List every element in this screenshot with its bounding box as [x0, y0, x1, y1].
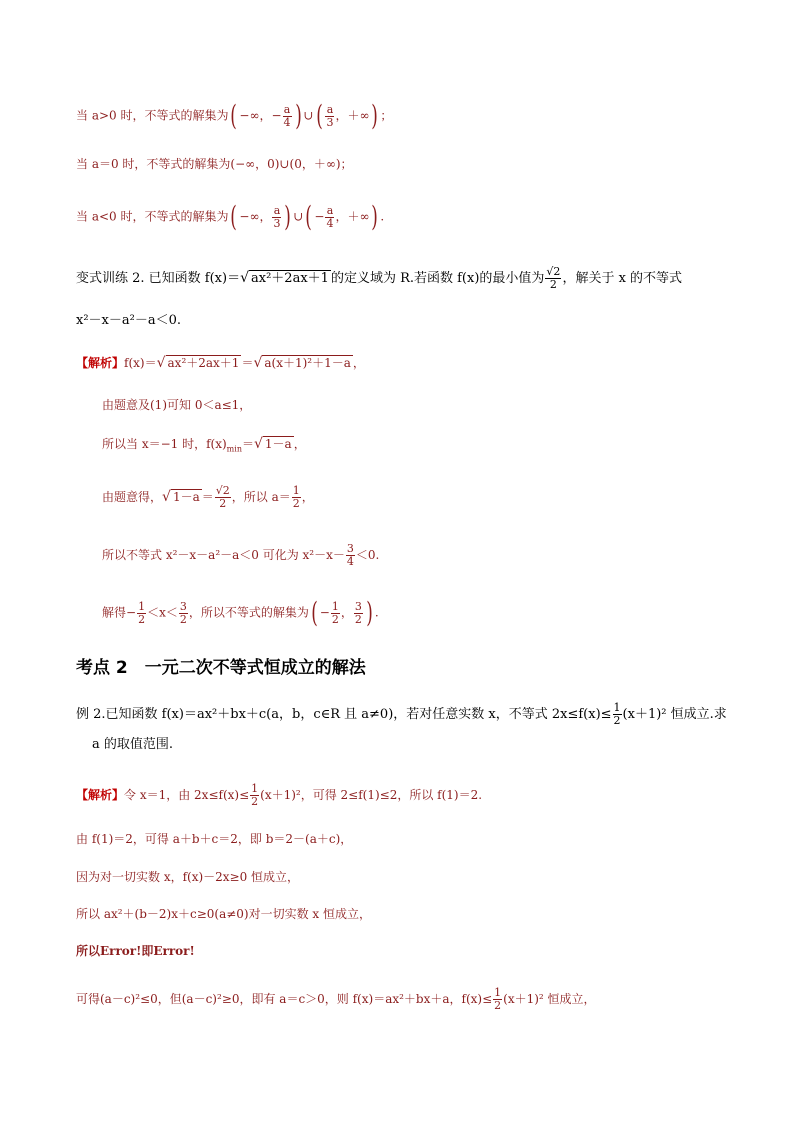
denominator: 2 — [354, 612, 362, 626]
analysis2-line-5: 所以Error!即Error! — [76, 944, 195, 958]
radicand: ax²＋2ax＋1 — [167, 356, 240, 370]
formula-part: ＝ — [241, 356, 254, 370]
analysis-line-3 — [102, 435, 306, 458]
variant-training-problem — [76, 266, 682, 291]
fraction — [346, 543, 355, 568]
analysis-line-2: 由题意及(1)可知 0＜a≤1， — [102, 398, 252, 412]
fraction — [331, 601, 340, 626]
punctuation: . — [380, 209, 385, 224]
paren-close: ) — [371, 200, 379, 233]
numerator: a — [273, 203, 281, 217]
denominator: 2 — [292, 497, 300, 510]
sqrt-sign: √ — [156, 355, 166, 371]
formula-part: ＝ — [241, 437, 254, 451]
formula-part: 可得(a－c)²≤0，但(a－c)²≥0，即有 a＝c＞0，则 f(x)＝ax²＋bx＋a，f(x)≤ — [76, 992, 493, 1006]
subscript: min — [226, 444, 242, 454]
analysis-tag: 【解析】 — [76, 788, 125, 802]
paren-close: ) — [366, 596, 373, 629]
formula-part: 由题意得， — [102, 490, 163, 504]
analysis2-line-3: 因为对一切实数 x，f(x)－2x≥0 恒成立， — [76, 870, 300, 884]
numerator: 1 — [251, 782, 259, 795]
problem-text: (x＋1)² 恒成立.求 — [622, 707, 727, 722]
radicand: 1－a — [172, 490, 200, 504]
formula-part: 令 x＝1，由 2x≤f(x)≤ — [124, 788, 250, 802]
interval-part: ，＋∞ — [335, 108, 370, 123]
numerator: 1 — [613, 701, 621, 714]
case-text: 当 a>0 时，不等式的解集为 — [76, 108, 229, 123]
formula-part: (x＋1)²，可得 2≤f(1)≤2，所以 f(1)＝2. — [260, 788, 483, 802]
denominator: 2 — [251, 795, 259, 808]
numerator: √2 — [546, 265, 561, 278]
denominator: 4 — [283, 115, 291, 129]
fraction — [179, 601, 188, 626]
denominator: 4 — [346, 555, 354, 568]
case-text: 当 a<0 时，不等式的解集为 — [76, 209, 229, 224]
fraction — [215, 485, 231, 510]
radicand: a(x＋1)²＋1－a — [264, 356, 351, 370]
variant-training-inequality: x²－x－a²－a＜0. — [76, 313, 181, 328]
minus: − — [319, 605, 330, 620]
analysis-line-6 — [102, 596, 379, 629]
sqrt-sign: √ — [240, 270, 250, 286]
formula-part: f(x)＝ — [124, 356, 157, 370]
problem-text: 的定义域为 R.若函数 f(x)的最小值为 — [330, 271, 545, 286]
punctuation: ； — [380, 108, 393, 123]
fraction — [545, 266, 561, 291]
analysis2-line-4: 所以 ax²＋(b－2)x＋c≥0(a≠0)对一切实数 x 恒成立， — [76, 907, 372, 921]
interval-part: −∞，− — [239, 108, 282, 123]
numerator: 1 — [292, 484, 300, 497]
denominator: 2 — [179, 612, 187, 626]
interval-part: ，＋∞ — [335, 209, 370, 224]
numerator: 1 — [331, 599, 339, 613]
solution-case-positive — [76, 99, 393, 132]
analysis-tag: 【解析】 — [76, 356, 125, 370]
paren-open: ( — [305, 200, 313, 233]
paren-open: ( — [230, 200, 238, 233]
solution-case-negative — [76, 200, 385, 233]
denominator: 4 — [326, 216, 334, 230]
denominator: 2 — [549, 278, 557, 291]
denominator: 2 — [494, 999, 502, 1012]
fraction — [613, 702, 622, 727]
sqrt-sign: √ — [253, 436, 263, 452]
fraction — [272, 205, 281, 230]
analysis-line-4 — [102, 485, 314, 510]
formula-part: 所以当 x＝−1 时，f(x) — [102, 437, 227, 451]
formula-part: ，所以不等式的解集为 — [188, 605, 309, 620]
denominator: 2 — [613, 714, 621, 727]
punctuation: ， — [293, 437, 306, 451]
problem-text: ，解关于 x 的不等式 — [562, 271, 683, 286]
numerator: 3 — [179, 599, 187, 613]
punctuation: ， — [352, 356, 365, 370]
minus: − — [314, 209, 325, 224]
numerator: a — [283, 102, 291, 116]
numerator: √2 — [215, 484, 230, 497]
formula-part: ＜0. — [355, 548, 380, 562]
punctuation: ， — [340, 605, 353, 620]
union-symbol: ∪ — [293, 209, 304, 224]
analysis2-line-1 — [76, 783, 482, 808]
sqrt-sign: √ — [162, 489, 171, 505]
denominator: 2 — [219, 497, 227, 510]
analysis2-line-2: 由 f(1)＝2，可得 a＋b＋c＝2，即 b＝2－(a＋c)， — [76, 832, 353, 846]
fraction — [283, 104, 292, 129]
fraction — [493, 987, 502, 1012]
paren-close: ) — [294, 99, 302, 132]
interval-part: −∞， — [239, 209, 272, 224]
formula-part: ＜x＜ — [147, 605, 178, 620]
fraction — [137, 601, 146, 626]
fraction — [250, 783, 259, 808]
numerator: a — [326, 203, 334, 217]
numerator: 1 — [138, 599, 146, 613]
paren-open: ( — [230, 99, 238, 132]
problem-text: 变式训练 2. 已知函数 f(x)＝ — [76, 271, 241, 286]
radicand: ax²＋2ax＋1 — [251, 271, 329, 286]
problem-text: 例 2.已知函数 f(x)＝ax²＋bx＋c(a，b，c∈R 且 a≠0)，若对任意实数 x，不等式 2x≤f(x)≤ — [76, 707, 612, 722]
formula-part: ，所以 a＝ — [231, 490, 291, 504]
fraction — [325, 104, 334, 129]
denominator: 2 — [138, 612, 146, 626]
example-2-problem — [76, 702, 727, 727]
denominator: 2 — [331, 612, 339, 626]
denominator: 3 — [273, 216, 281, 230]
sqrt-sign: √ — [253, 355, 263, 371]
formula-part: (x＋1)² 恒成立， — [503, 992, 596, 1006]
solution-case-zero: 当 a＝0 时，不等式的解集为(−∞，0)∪(0，＋∞)； — [76, 157, 353, 171]
formula-part: 所以不等式 x²－x－a²－a＜0 可化为 x²－x－ — [102, 548, 345, 562]
numerator: 1 — [494, 986, 502, 999]
denominator: 3 — [326, 115, 334, 129]
example-2-question: a 的取值范围. — [92, 737, 174, 752]
numerator: 3 — [354, 599, 362, 613]
analysis-line-5 — [102, 543, 379, 568]
paren-close: ) — [371, 99, 379, 132]
fraction — [354, 601, 363, 626]
union-symbol: ∪ — [303, 108, 314, 123]
analysis-line-1 — [76, 354, 365, 372]
punctuation: ， — [301, 490, 314, 504]
punctuation: . — [374, 605, 379, 620]
fraction — [292, 485, 301, 510]
radicand: 1－a — [264, 437, 292, 451]
formula-part: 解得− — [102, 605, 137, 620]
paren-close: ) — [284, 200, 292, 233]
formula-part: ＝ — [201, 490, 214, 504]
paren-open: ( — [311, 596, 318, 629]
analysis2-line-6 — [76, 987, 596, 1012]
fraction — [325, 205, 334, 230]
numerator: 3 — [346, 542, 354, 555]
section-heading: 考点 2 一元二次不等式恒成立的解法 — [76, 658, 366, 678]
numerator: a — [326, 102, 334, 116]
paren-open: ( — [315, 99, 323, 132]
